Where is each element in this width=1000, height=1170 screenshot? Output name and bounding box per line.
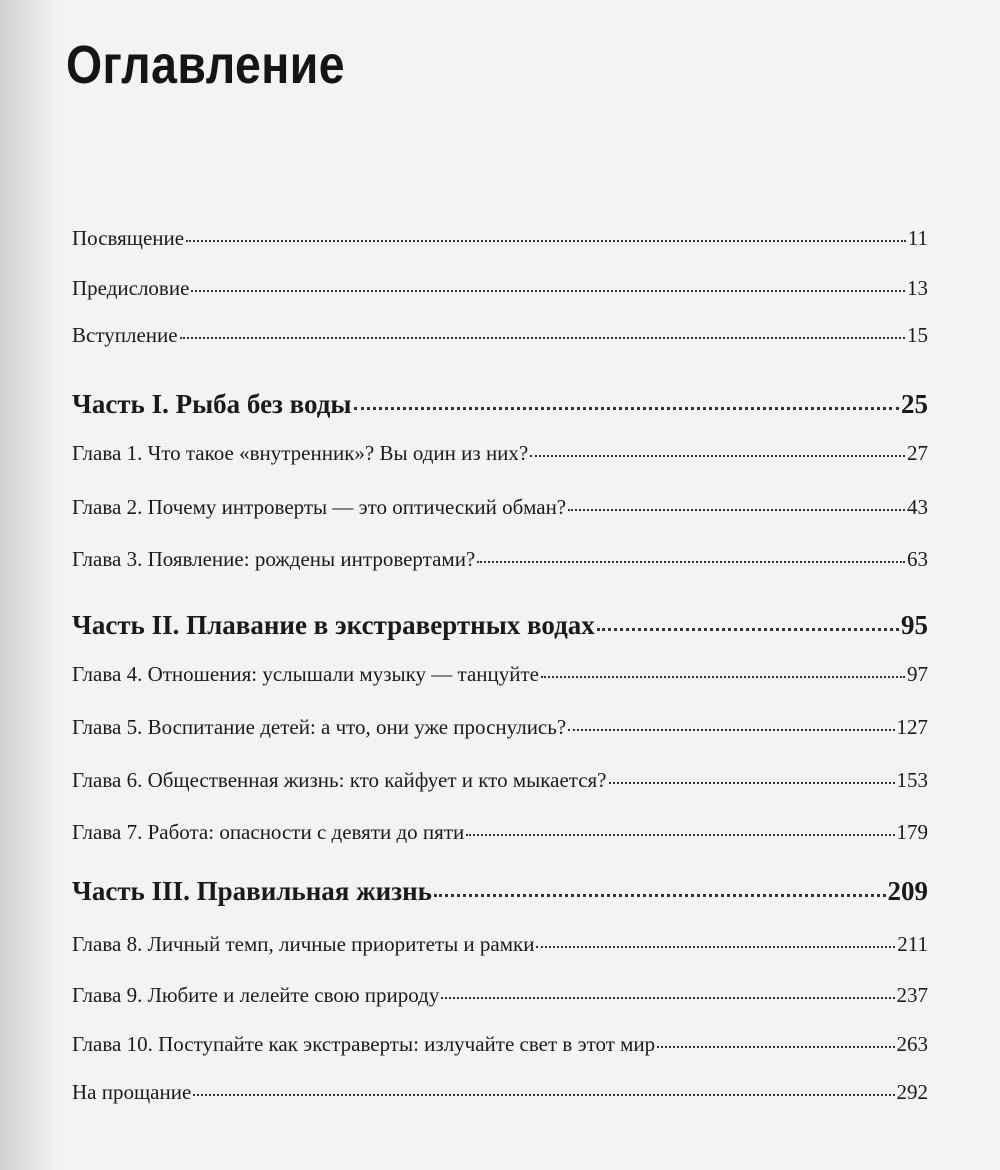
toc-entry-label: Вступление [72,323,178,347]
toc-entry-label: Глава 10. Поступайте как экстраверты: излучайте свет в этот мир [72,1032,656,1056]
toc-entry-label: Глава 9. Любите и лелейте свою природу [72,983,440,1007]
toc-entry-page: 11 [907,226,928,250]
toc-entry-page: 63 [907,547,928,571]
toc-entry-page: 27 [907,441,928,465]
toc-entry-page: 15 [907,323,928,347]
page-title: Оглавление [66,35,346,95]
toc-entry-label: Глава 2. Почему интроверты — это оптический обман? [72,495,567,519]
toc-entry-page: 211 [897,932,928,956]
dot-leader [530,455,905,457]
toc-entry [72,820,928,845]
dot-leader [180,337,905,339]
toc-entry-page: 153 [896,768,928,792]
toc-entry-page: 292 [896,1080,928,1104]
toc-part-page: 95 [901,610,928,640]
toc-entry [72,323,928,348]
toc-part-label: Часть II. Плавание в экстравертных водах [72,610,595,640]
toc-entry-page: 179 [896,820,928,844]
toc-entry-page: 97 [907,662,928,686]
toc-entry-label: Глава 5. Воспитание детей: а что, они уже проснулись? [72,715,567,739]
dot-leader [191,290,905,292]
dot-leader [354,407,899,410]
toc-part-entry [72,609,928,641]
toc-entry [72,715,928,740]
toc-part-page: 209 [887,876,928,906]
toc-entry [72,1080,928,1105]
toc-entry [72,768,928,793]
page-spine-shadow [0,0,60,1170]
toc-part-label: Часть I. Рыба без воды [72,389,352,419]
toc-entry-page: 13 [907,276,928,300]
toc-part-page: 25 [901,389,928,419]
toc-entry-page: 43 [907,495,928,519]
toc-entry-label: Глава 4. Отношения: услышали музыку — танцуйте [72,662,539,686]
toc-entry-page: 263 [896,1032,928,1056]
dot-leader [477,561,905,563]
dot-leader [568,509,905,511]
dot-leader [597,628,899,631]
toc-entry-label: Глава 6. Общественная жизнь: кто кайфует и кто мыкается? [72,768,607,792]
toc-entry [72,1032,928,1057]
toc-entry-label: Предисловие [72,276,190,300]
toc-part-entry [72,875,928,907]
toc-entry [72,276,928,301]
dot-leader [568,729,894,731]
toc-entry-label: Глава 3. Появление: рождены интровертами? [72,547,476,571]
toc-entry [72,547,928,572]
toc-entry [72,932,928,957]
dot-leader [657,1046,894,1048]
toc-entry-label: Глава 1. Что такое «внутренник»? Вы один из них? [72,441,529,465]
dot-leader [609,782,895,784]
toc-entry [72,662,928,687]
toc-entry-label: Глава 7. Работа: опасности с девяти до пяти [72,820,465,844]
dot-leader [193,1094,894,1096]
toc-part-entry [72,388,928,420]
dot-leader [186,240,906,242]
toc-part-label: Часть III. Правильная жизнь [72,876,432,906]
toc-entry-page: 127 [896,715,928,739]
dot-leader [541,676,905,678]
toc-entry [72,983,928,1008]
toc-entry [72,441,928,466]
toc-entry-page: 237 [896,983,928,1007]
dot-leader [441,997,894,999]
toc-entry [72,226,928,251]
toc-entry-label: Посвящение [72,226,185,250]
dot-leader [466,834,894,836]
dot-leader [536,946,895,948]
dot-leader [434,894,886,897]
toc-entry-label: Глава 8. Личный темп, личные приоритеты и рамки [72,932,535,956]
toc-entry [72,495,928,520]
toc-entry-label: На прощание [72,1080,192,1104]
